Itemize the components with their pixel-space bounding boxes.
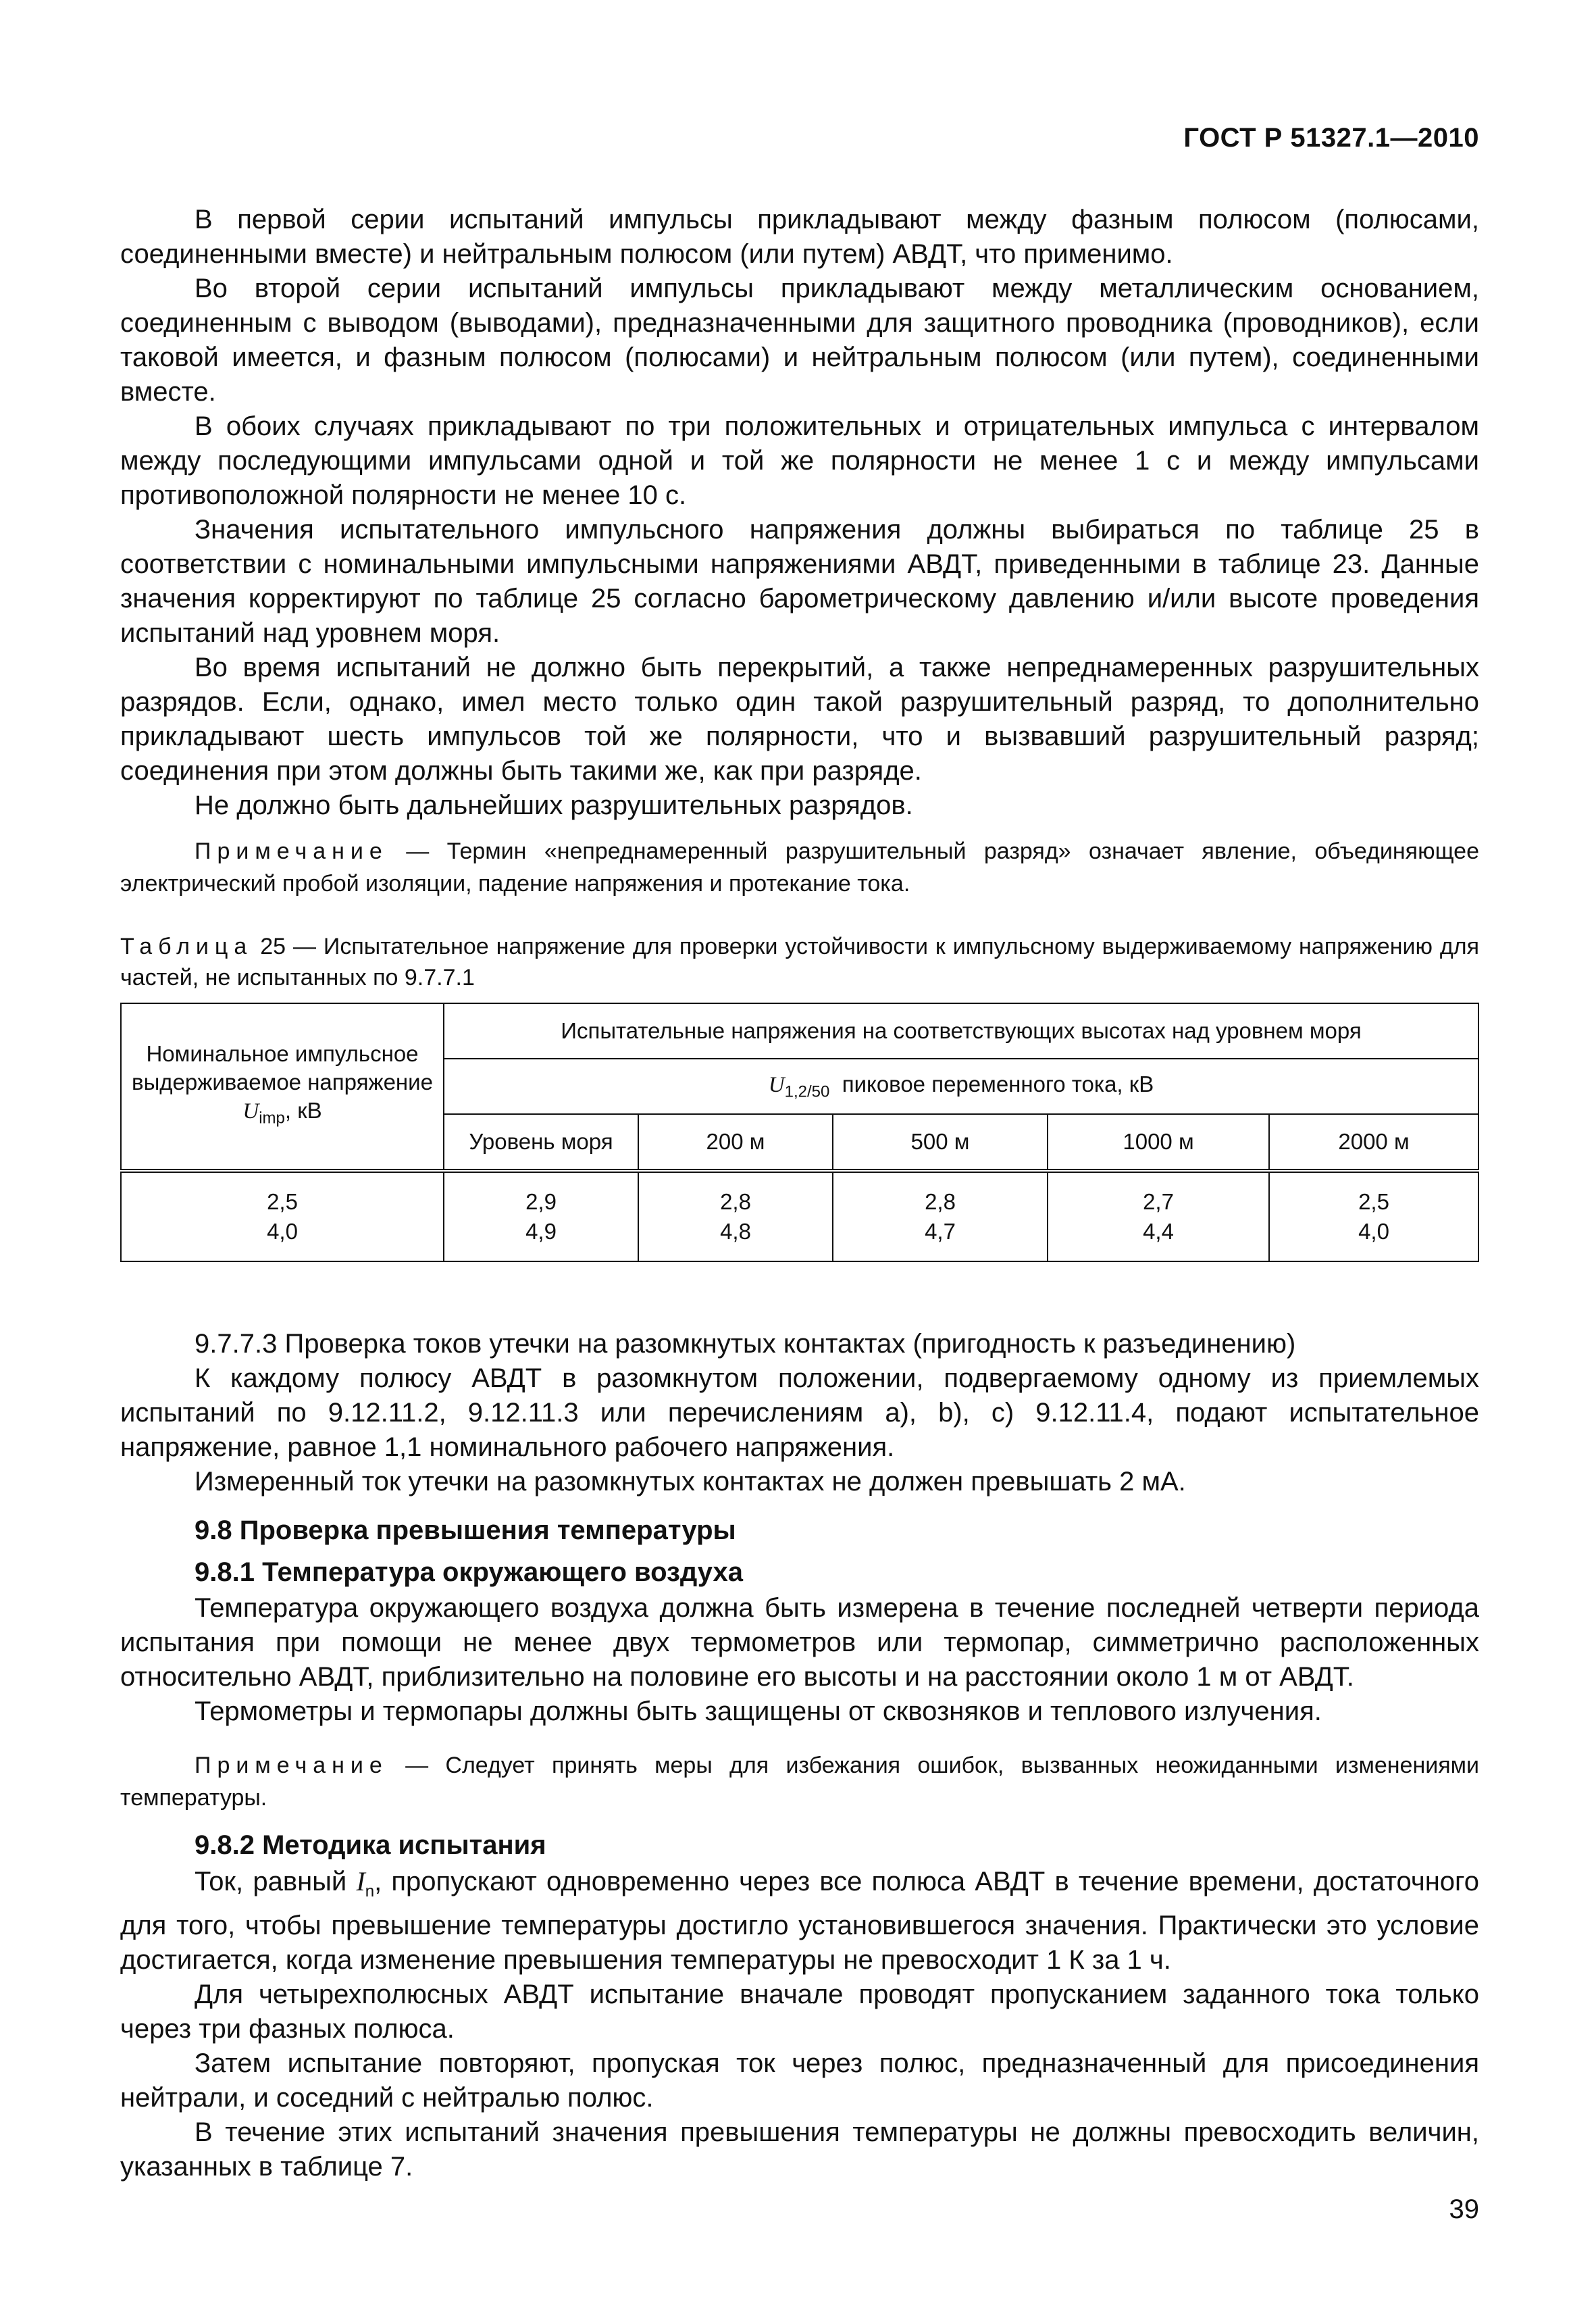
paragraph: В обоих случаях прикладывают по три положительных и отрицательных импульса с интервалом между последующими импульсами одной и той же полярности не менее 1 с и между импульсами противоположной полярности не менее 10 с. bbox=[120, 411, 1479, 510]
section-heading-9-8-1: 9.8.1 Температура окружающего воздуха bbox=[195, 1557, 743, 1587]
paragraph: Значения испытательного импульсного напряжения должны выбираться по таблице 25 в соответствии с номинальными импульсными напряжениями АВДТ, приведенными в таблице 23. Данные значения корректируют по таблице 25 согласно барометрическому давлению и/или высоте проведения испытаний над уровнем моря. bbox=[120, 515, 1479, 648]
paragraph: В течение этих испытаний значения превышения температуры не должны превосходить величин, указанных в таблице 7. bbox=[120, 2117, 1479, 2182]
table-cell: 2,9 4,9 bbox=[444, 1171, 638, 1261]
table-cell: 2,7 4,4 bbox=[1048, 1171, 1269, 1261]
altitude-header: 1000 м bbox=[1048, 1114, 1269, 1171]
note-2 bbox=[120, 1749, 1479, 1814]
note-label: Примечание bbox=[195, 1753, 388, 1778]
paragraph: Ток, равный $I_n$, пропускают одновременно через все полюса АВДТ в течение времени, достаточного для того, чтобы превышение температуры достигло установившегося значения. Практически это условие достигается, когда изменение превышения температуры не превосходит 1 К за 1 ч. bbox=[120, 1866, 1479, 1975]
paragraph: Для четырехполюсных АВДТ испытание вначале проводят пропусканием заданного тока только через три фазных полюса. bbox=[120, 1980, 1479, 2044]
page-number: 39 bbox=[1449, 2194, 1479, 2224]
altitude-header: 200 м bbox=[638, 1114, 833, 1171]
paragraph: Во время испытаний не должно быть перекрытий, а также непреднамеренных разрушительных разрядов. Если, однако, имел место только один такой разрушительный разряд, то дополнительно прикладывают шесть импульсов той же полярности, что и вызвавший разрушительный разряд; соединения при этом должны быть такими же, как при разряде. bbox=[120, 653, 1479, 786]
altitude-header: 500 м bbox=[833, 1114, 1048, 1171]
paragraph: Измеренный ток утечки на разомкнутых контактах не должен превышать 2 мА. bbox=[195, 1467, 1186, 1496]
note-1 bbox=[120, 835, 1479, 900]
standard-header: ГОСТ Р 51327.1—2010 bbox=[1183, 123, 1479, 153]
note-label: Примечание bbox=[195, 838, 388, 864]
table-caption bbox=[120, 931, 1479, 993]
table-cell: 2,8 4,8 bbox=[638, 1171, 833, 1261]
paragraph: Термометры и термопары должны быть защищены от сквозняков и теплового излучения. bbox=[195, 1696, 1322, 1726]
col-header-rated-voltage: Номинальное импульсное выдерживаемое напряжение $U_{imp}$, кВ bbox=[121, 1003, 444, 1171]
group-header: Испытательные напряжения на соответствующих высотах над уровнем моря bbox=[444, 1003, 1478, 1059]
note-text: — Следует принять меры для избежания ошибок, вызванных неожиданными изменениями температуры. bbox=[120, 1753, 1479, 1811]
paragraph: Во второй серии испытаний импульсы прикладывают между металлическим основанием, соединенным с выводом (выводами), предназначенными для защитного проводника (проводников), если таковой имеется, и фазным полюсом (полюсами) и нейтральным полюсом (или путем), соединенными вместе. bbox=[120, 274, 1479, 407]
altitude-header: 2000 м bbox=[1269, 1114, 1478, 1171]
paragraph: К каждому полюсу АВДТ в разомкнутом положении, подвергаемому одному из приемлемых испытаний по 9.12.11.2, 9.12.11.3 или перечислениям a), b), c) 9.12.11.4, подают испытательное напряжение, равное 1,1 номинального рабочего напряжения. bbox=[120, 1363, 1479, 1462]
test-voltage-table bbox=[120, 1003, 1479, 1262]
paragraph: Не должно быть дальнейших разрушительных разрядов. bbox=[195, 790, 913, 820]
table-cell: 2,5 4,0 bbox=[121, 1171, 444, 1261]
note-text: — Термин «непреднамеренный разрушительный разряд» означает явление, объединяющее электрический пробой изоляции, падение напряжения и протекание тока. bbox=[120, 838, 1479, 897]
document-page bbox=[120, 0, 1479, 2314]
paragraph: Температура окружающего воздуха должна быть измерена в течение последней четверти периода испытания при помощи не менее двух термометров или термопар, симметрично расположенных относительно АВДТ, приблизительно на половине его высоты и на расстоянии около 1 м от АВДТ. bbox=[120, 1593, 1479, 1692]
table-cell: 2,8 4,7 bbox=[833, 1171, 1048, 1261]
sub-header: $U_{1,2/50}$ пиковое переменного тока, кВ bbox=[444, 1059, 1478, 1114]
table-caption-label: Таблица bbox=[120, 934, 253, 959]
paragraph: Затем испытание повторяют, пропуская ток через полюс, предназначенный для присоединения нейтрали, и соседний с нейтралью полюс. bbox=[120, 2048, 1479, 2113]
paragraph: В первой серии испытаний импульсы прикладывают между фазным полюсом (полюсами, соединенными вместе) и нейтральным полюсом (или путем) АВДТ, что применимо. bbox=[120, 205, 1479, 269]
section-heading-9-8: 9.8 Проверка превышения температуры bbox=[195, 1515, 736, 1545]
table-cell: 2,5 4,0 bbox=[1269, 1171, 1478, 1261]
body-text bbox=[120, 203, 1479, 2184]
paragraph: 9.7.7.3 Проверка токов утечки на разомкнутых контактах (пригодность к разъединению) bbox=[195, 1329, 1296, 1359]
section-heading-9-8-2: 9.8.2 Методика испытания bbox=[195, 1830, 546, 1860]
altitude-header: Уровень моря bbox=[444, 1114, 638, 1171]
table-caption-text: 25 — Испытательное напряжение для проверки устойчивости к импульсному выдерживаемому напряжению для частей, не испытанных по 9.7.7.1 bbox=[120, 934, 1479, 990]
table-row bbox=[121, 1171, 1478, 1261]
